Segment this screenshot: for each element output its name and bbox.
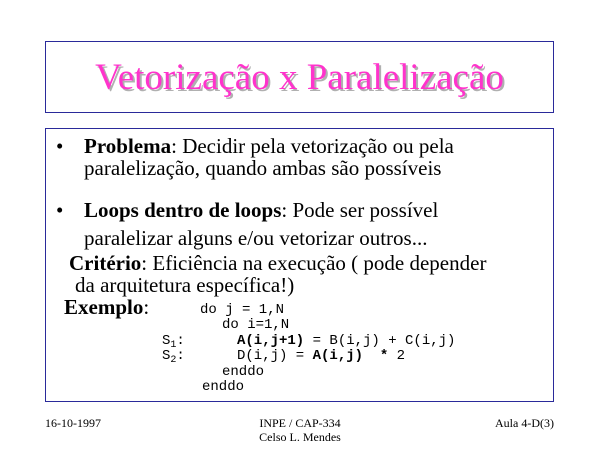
exemplo-colon: : bbox=[143, 295, 150, 319]
slide-title: Vetorização x Paralelização bbox=[95, 56, 504, 98]
code-statement-s2 bbox=[237, 349, 405, 364]
s2-star: * bbox=[363, 348, 397, 364]
code-statement-s1 bbox=[237, 334, 455, 349]
s2-end: 2 bbox=[396, 348, 406, 364]
exemplo-label-row bbox=[64, 296, 184, 320]
bullet-bold-label: Loops dentro de loops bbox=[84, 198, 282, 222]
s1-label: S bbox=[162, 333, 171, 349]
bullet-item-loops bbox=[56, 196, 546, 250]
bullet-dot: • bbox=[56, 198, 64, 222]
s2-label: S bbox=[162, 348, 171, 364]
s2-bold-expr: A(i,j) bbox=[312, 348, 364, 364]
footer-lecture: Aula 4-D(3) bbox=[495, 416, 554, 430]
criterio-paragraph bbox=[69, 252, 549, 298]
bullet-text bbox=[84, 135, 554, 179]
s1-colon: : bbox=[176, 333, 185, 349]
s1-bold-expr: A(i,j+1) bbox=[237, 333, 305, 349]
exemplo-label: Exemplo bbox=[64, 295, 144, 319]
criterio-label: Critério bbox=[69, 251, 142, 275]
bullet-bold-label: Problema bbox=[84, 134, 172, 158]
code-line-5: enddo bbox=[222, 364, 265, 380]
s2-subscript: 2 bbox=[170, 355, 177, 366]
code-line-s2 bbox=[162, 349, 185, 368]
bullet-line-2: paralelizar alguns e/ou vetorizar outros... bbox=[84, 226, 428, 250]
s1-rest: = B(i,j) + C(i,j) bbox=[304, 333, 456, 349]
footer-institution: INPE / CAP-334 bbox=[259, 416, 341, 430]
bullet-dot: • bbox=[56, 134, 64, 158]
code-line-2: do i=1,N bbox=[222, 317, 290, 333]
bullet-text bbox=[84, 196, 554, 252]
footer-author: Celso L. Mendes bbox=[259, 430, 341, 444]
criterio-line-1: : Eficiência na execução ( pode depender bbox=[141, 251, 487, 275]
s2-colon: : bbox=[176, 348, 185, 364]
criterio-line-2: da arquitetura específica!) bbox=[75, 273, 295, 297]
bullet-line-1: : Pode ser possível bbox=[281, 198, 439, 222]
s2-pre: D(i,j) = bbox=[237, 348, 313, 364]
title-box bbox=[45, 41, 554, 113]
footer-date: 16-10-1997 bbox=[45, 416, 101, 430]
bullet-line-1: : Decidir pela vetorização ou pela bbox=[171, 134, 454, 158]
code-line-6: enddo bbox=[202, 379, 245, 395]
bullet-item-problema bbox=[56, 135, 546, 181]
s1-subscript: 1 bbox=[170, 340, 177, 351]
code-line-1: do j = 1,N bbox=[200, 302, 285, 318]
bullet-line-2: paralelização, quando ambas são possíveis bbox=[84, 156, 442, 180]
content-box bbox=[45, 128, 554, 402]
footer-center bbox=[230, 416, 370, 444]
